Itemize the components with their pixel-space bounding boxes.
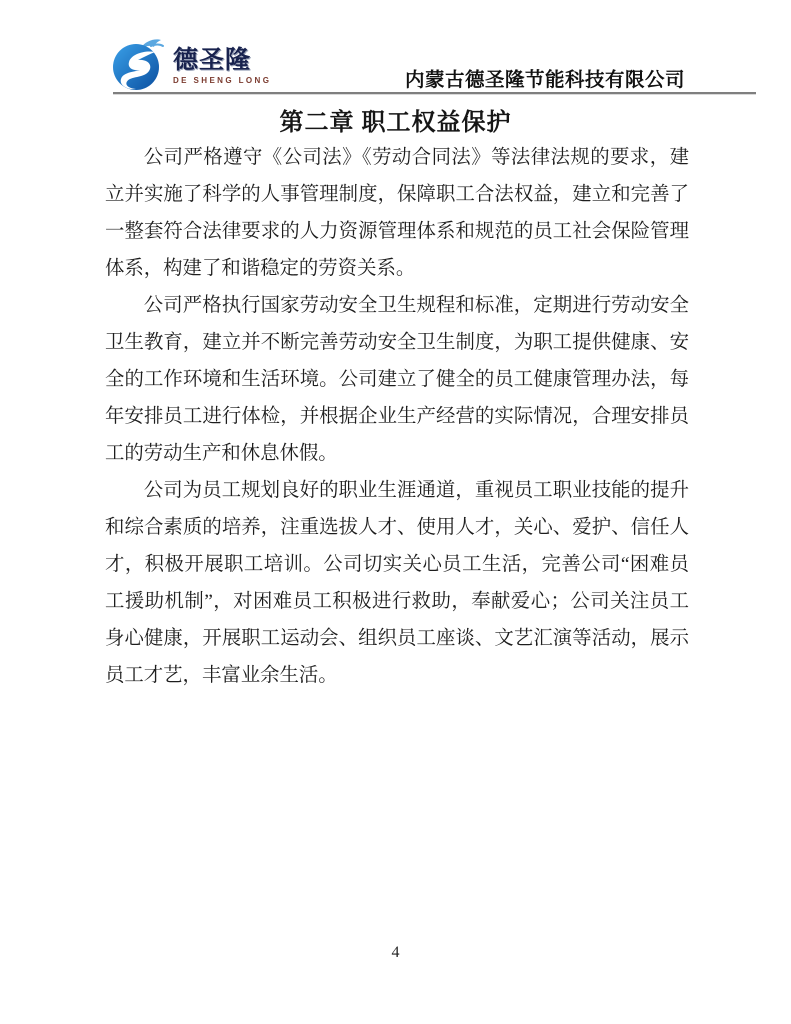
logo-text [173, 48, 271, 85]
body-paragraph: 公司严格遵守《公司法》《劳动合同法》等法律法规的要求，建立并实施了科学的人事管理制度，保障职工合法权益，建立和完善了一整套符合法律要求的人力资源管理体系和规范的员工社会保险管理体系，构建了和谐稳定的劳资关系。 [105, 147, 689, 279]
company-name: 内蒙古德圣隆节能科技有限公司 [404, 70, 685, 91]
document-body [105, 139, 689, 694]
header-divider [113, 92, 756, 95]
body-paragraph: 公司严格执行国家劳动安全卫生规程和标准，定期进行劳动安全卫生教育，建立并不断完善劳动安全卫生制度，为职工提供健康、安全的工作环境和生活环境。公司建立了健全的员工健康管理办法，每年安排员工进行体检，并根据企业生产经营的实际情况，合理安排员工的劳动生产和休息休假。 [105, 295, 689, 464]
page-number: 4 [391, 944, 400, 961]
page-title: 第二章 职工权益保护 [279, 110, 512, 136]
dragon-logo-icon [111, 36, 167, 92]
body-paragraph: 公司为员工规划良好的职业生涯通道，重视员工职业技能的提升和综合素质的培养，注重选拔人才、使用人才，关心、爱护、信任人才，积极开展职工培训。公司切实关心员工生活，完善公司“困难员工援助机制”，对困难员工积极进行救助，奉献爱心；公司关注员工身心健康，开展职工运动会、组织员工座谈、文艺汇演等活动，展示员工才艺，丰富业余生活。 [105, 480, 689, 686]
logo-name-cn: 德圣隆 [173, 46, 252, 74]
logo-name-en: DE SHENG LONG [173, 76, 272, 85]
company-logo [111, 36, 271, 92]
